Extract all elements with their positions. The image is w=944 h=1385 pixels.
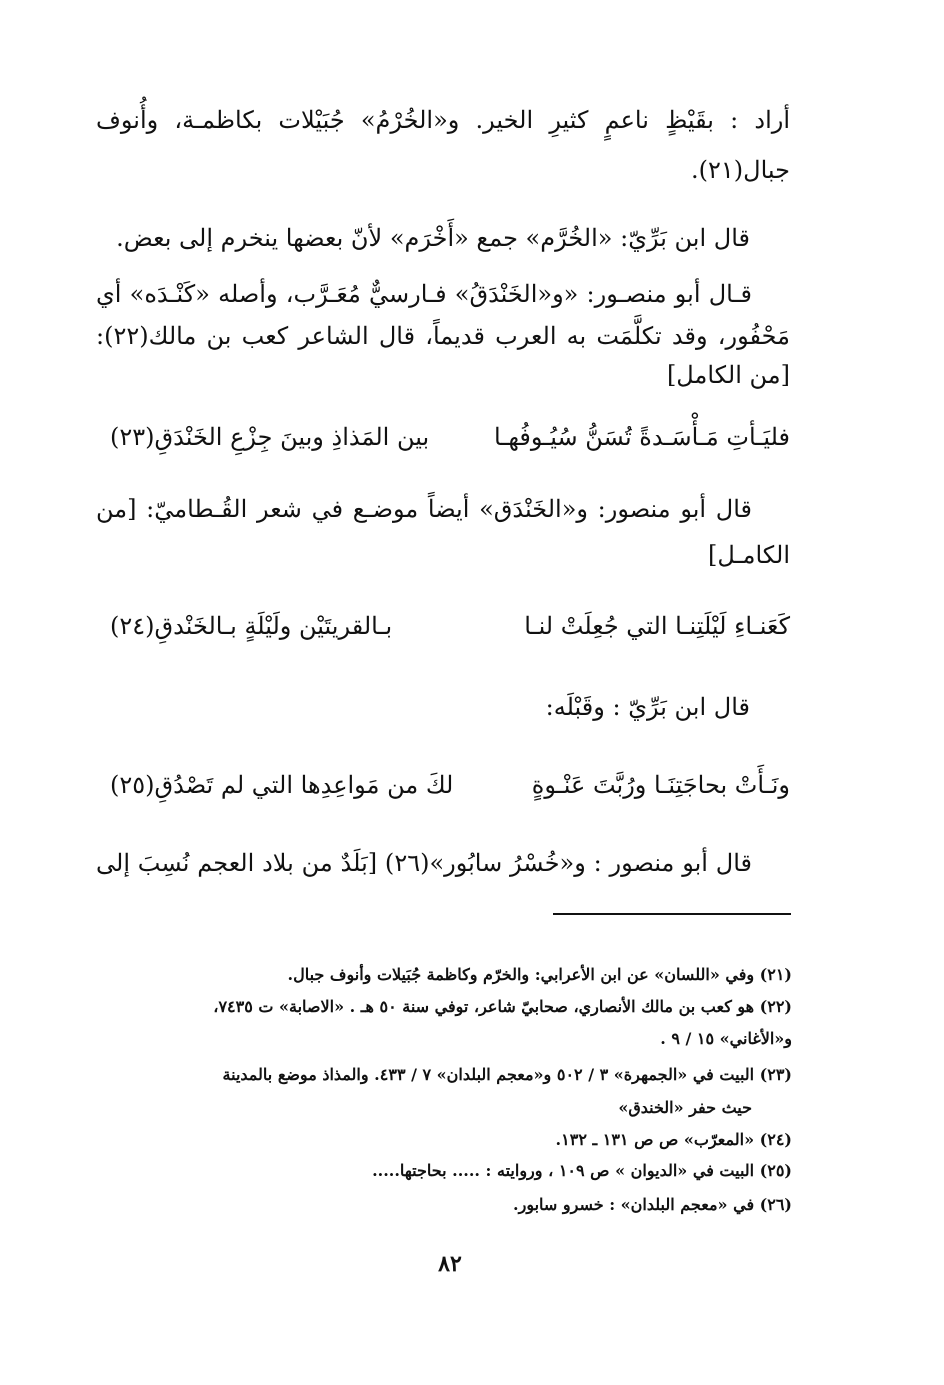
- paragraph-1-line-2: جبال(٢١).: [691, 156, 790, 184]
- footnote-23-line-2: حيث حفر «الخندق»: [618, 1098, 752, 1117]
- footnote-25: (٢٥) البيت في «الديوان » ص ١٠٩ ، وروايته : ..... بحاجتها.....: [372, 1161, 792, 1180]
- verse-meter-label-1: [من الكامل]: [666, 361, 790, 389]
- footnote-24: (٢٤) «المعرّب» ص ص ١٣١ ـ ١٣٢.: [555, 1130, 792, 1149]
- verse-3-first-hemistich: ونَـأَتْ بحاجَتِنَـا ورُبَّتَ عَنْـوةٍ: [531, 771, 790, 799]
- verse-3: [96, 768, 790, 802]
- verse-1: [96, 420, 790, 454]
- paragraph-2-line-1: قال ابن بَرِّيّ: «الخُرَّم» جمع «أَخْرَم» لأنّ بعضها ينخرم إلى بعض.: [116, 224, 750, 252]
- verse-3-second-hemistich: لكَ من مَواعِدِها التي لم تَصْدُقِ(٢٥): [110, 771, 454, 799]
- paragraph-3-line-1: قـال أبو منصـور: «و«الخَنْدَقُ» فـارسيٌّ مُعَـرَّب، وأصله «كَنْـدَه» أي: [96, 280, 752, 308]
- paragraph-1-line-1: أراد : بقَيْظٍ ناعمٍ كثيرِ الخير. و«الخُرْمُ» جُبَيْلات بكاظمـة، وأُنوف: [96, 106, 790, 134]
- verse-2-first-hemistich: كَعَنـاءِ لَيْلَتِنـا التي جُعِلَتْ لنـا: [524, 612, 790, 640]
- footnote-26: (٢٦) في «معجم البلدان» : خسرو سابور.: [513, 1195, 792, 1214]
- footnote-separator: [553, 913, 791, 915]
- paragraph-6-line-1: قال أبو منصور : و«خُسْرُ سابُور»(٢٦) [بَلَدٌ من بلاد العجم نُسِبَ إلى: [96, 849, 753, 877]
- paragraph-4-line-2: الكامـل]: [708, 541, 790, 569]
- verse-1-second-hemistich: بين المَذاذِ وبينَ جِزْعِ الخَنْدَقِ(٢٣): [110, 423, 430, 451]
- paragraph-4-line-1: قال أبو منصور: و«الخَنْدَق» أيضاً موضـع في شعر القُـطاميّ: [من: [96, 495, 753, 523]
- page-number: ٨٢: [438, 1251, 462, 1277]
- footnote-22-line-2: و«الأغاني» ١٥ / ٩ .: [660, 1029, 792, 1048]
- paragraph-3-line-2: مَحْفُور، وقد تكلَّمَت به العرب قديماً، قال الشاعر كعب بن مالك(٢٢):: [96, 322, 790, 350]
- footnote-23-line-1: (٢٣) البيت في «الجمهرة» ٣ / ٥٠٢ و«معجم البلدان» ٧ / ٤٣٣. والمذاذ موضع بالمدينة: [222, 1065, 792, 1084]
- footnote-21: (٢١) وفي «اللسان» عن ابن الأعرابي: والخرّم وكاظمة جُبَيلات وأنوف جبال.: [287, 965, 792, 984]
- verse-1-first-hemistich: فليَـأتِ مَـأْسَـدةً تُسَنُّ سُيُـوفُهـا: [493, 423, 790, 451]
- verse-2: [96, 609, 790, 643]
- footnote-22-line-1: (٢٢) هو كعب بن مالك الأنصاري، صحابيّ شاعر، توفي سنة ٥٠ هـ . «الاصابة» ت ٧٤٣٥،: [213, 997, 792, 1016]
- verse-2-second-hemistich: بـالقريتَيْن ولَيْلَةٍ بـالخَنْدقِ(٢٤): [110, 612, 393, 640]
- paragraph-5-line-1: قال ابن بَرِّيّ : وقَبْلَه:: [545, 693, 750, 721]
